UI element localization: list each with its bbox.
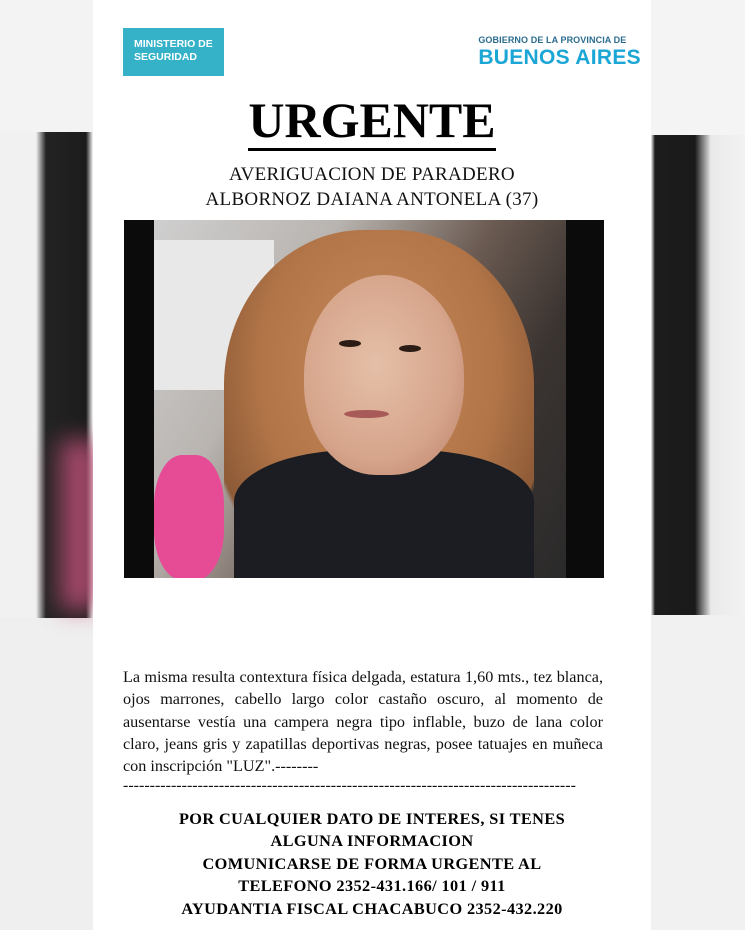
photo-mouth [344, 410, 389, 418]
ministerio-seguridad-logo [123, 28, 224, 76]
ministerio-line-2: SEGURIDAD [134, 51, 198, 63]
blurred-right-border [651, 0, 745, 930]
photo-face [304, 275, 464, 475]
photo-eye-right [399, 345, 421, 352]
poster-title-text: URGENTE [248, 92, 495, 151]
person-photo [124, 220, 604, 578]
person-description: La misma resulta contextura física delgada, estatura 1,60 mts., tez blanca, ojos marrones, cabello largo color castaño oscuro, al momento de ausentarse vestía una campera negra tipo inflable, buzo de lana color claro, jeans gris y zapatillas deportivas negras, posee tatuajes en muñeca con inscripción "LUZ".-------- [123, 668, 603, 776]
separator-line: ------------------------------------------------------------------------------------- [123, 777, 576, 794]
contact-line-1: POR CUALQUIER DATO DE INTERES, SI TENES [178, 809, 566, 828]
photo-eye-left [339, 340, 361, 347]
photo-pink-object [154, 455, 224, 578]
contact-line-3: COMUNICARSE DE FORMA URGENTE AL [202, 853, 542, 873]
contact-line-2: ALGUNA INFORMACION [270, 831, 474, 851]
contact-info [93, 808, 651, 920]
photo-content [154, 220, 566, 578]
gobierno-buenos-aires-logo [478, 35, 641, 69]
contact-line-5: AYUDANTIA FISCAL CHACABUCO 2352-432.220 [181, 898, 563, 918]
subtitle-paradero: AVERIGUACION DE PARADERO [229, 164, 515, 185]
gobierno-big-text: BUENOS AIRES [478, 46, 641, 69]
contact-line-4: TELEFONO 2352-431.166/ 101 / 911 [238, 876, 506, 896]
poster-title [93, 90, 651, 150]
subtitle-person-name: ALBORNOZ DAIANA ANTONELA (37) [205, 189, 539, 210]
gobierno-small-text: GOBIERNO DE LA PROVINCIA DE [478, 35, 627, 45]
missing-person-poster [93, 0, 651, 930]
ministerio-line-1: MINISTERIO DE [134, 38, 213, 50]
